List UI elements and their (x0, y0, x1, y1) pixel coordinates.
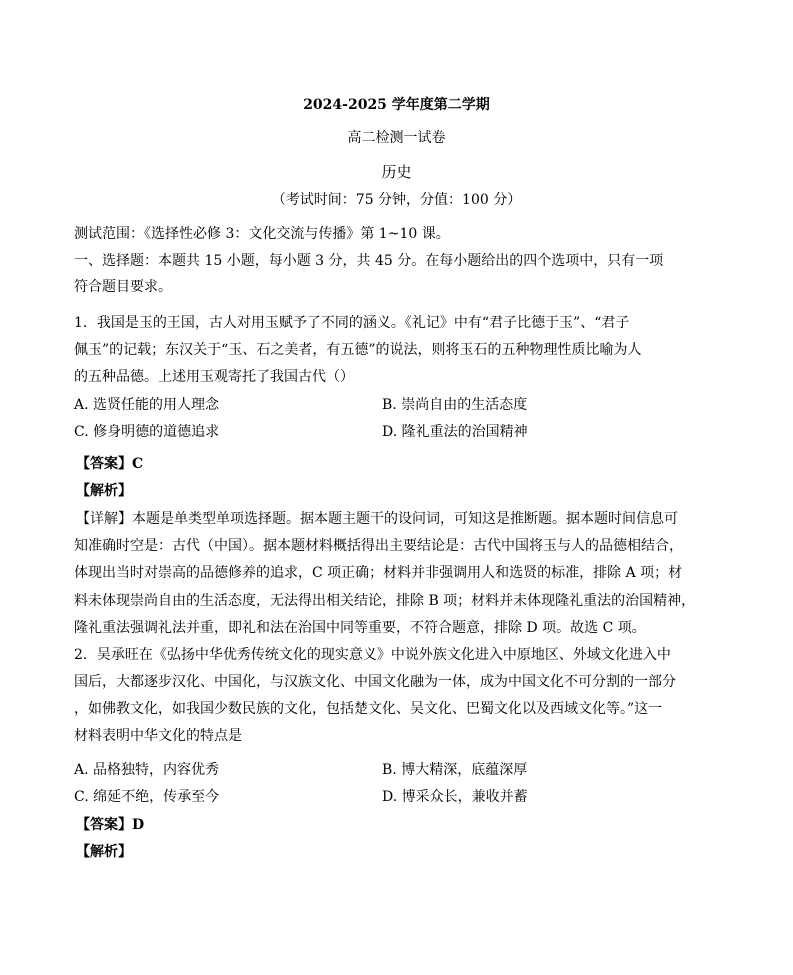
question-1-analysis-label: 【解析】 (76, 483, 132, 499)
section-instruction-line-2: 符合题目要求。 (74, 279, 172, 295)
question-2-option-a: A. 品格独特，内容优秀 (74, 762, 220, 778)
question-1-detail-line-1: 【详解】本题是单类型单项选择题。据本题主题干的设问词，可知这是推断题。据本题时间信息可 (76, 511, 678, 527)
question-1-detail-line-4: 料未体现崇尚自由的生活态度，无法得出相关结论，排除 B 项；材料并未体现隆礼重法的治国精神， (74, 593, 696, 609)
question-1-stem-line-2: 佩玉”的记载；东汉关于“玉、石之美者，有五德”的说法，则将玉石的五种物理性质比喻为人 (74, 342, 642, 358)
question-1-stem-line-3: 的五种品德。上述用玉观寄托了我国古代（） (74, 369, 354, 385)
question-2-answer (76, 815, 144, 835)
question-2-stem-line-4: 材料表明中华文化的特点是 (74, 728, 242, 744)
question-2-option-d: D. 博采众长，兼收并蓄 (382, 789, 528, 805)
question-1-detail-line-2: 知准确时空是：古代（中国）。据本题材料概括得出主要结论是：古代中国将玉与人的品德相结合， (74, 538, 683, 554)
question-2-stem-line-3: ，如佛教文化，如我国少数民族的文化，包括楚文化、吴文化、巴蜀文化以及西域文化等。”这一 (74, 701, 663, 717)
subject-title: 历史 (381, 163, 412, 181)
question-1-option-d: D. 隆礼重法的治国精神 (382, 424, 528, 440)
question-2-stem-line-1: 2．吴承旺在《弘扬中华优秀传统文化的现实意义》中说外族文化进入中原地区、外域文化进入中 (74, 647, 671, 663)
question-1-stem-line-1: 1．我国是玉的王国，古人对用玉赋予了不同的涵义。《礼记》中有“君子比德于玉”、“君子 (74, 315, 630, 331)
answer-label: 【答案】 (76, 817, 132, 833)
exam-info: （考试时间：75 分钟，分值：100 分） (271, 192, 522, 208)
question-1-answer (76, 454, 143, 474)
question-1-option-c: C. 修身明德的道德追求 (74, 424, 220, 440)
question-1-option-b: B. 崇尚自由的生活态度 (382, 397, 528, 413)
exam-name: 高二检测一试卷 (347, 130, 446, 146)
question-2-analysis-label: 【解析】 (76, 844, 132, 860)
section-instruction-line-1: 一、选择题：本题共 15 小题，每小题 3 分，共 45 分。在每小题给出的四个选项中，只有一项 (74, 253, 664, 269)
answer-value: C (132, 456, 144, 472)
test-scope: 测试范围：《选择性必修 3：文化交流与传播》第 1~10 课。 (74, 226, 450, 242)
question-1-detail-line-5: 隆礼重法强调礼法并重，即礼和法在治国中同等重要，不符合题意，排除 D 项。故选 C 项。 (74, 620, 646, 636)
year-term-title: 2024-2025 学年度第二学期 (303, 97, 490, 113)
question-2-option-c: C. 绵延不绝，传承至今 (74, 789, 220, 805)
question-2-stem-line-2: 国后，大都逐步汉化、中国化，与汉族文化、中国文化融为一体，成为中国文化不可分割的一部分 (74, 674, 676, 690)
answer-value: D (132, 817, 145, 833)
question-1-detail-line-3: 体现出当时对崇高的品德修养的追求，C 项正确；材料并非强调用人和选贤的标准，排除 A 项；材 (74, 565, 683, 581)
answer-label: 【答案】 (76, 456, 132, 472)
question-1-option-a: A. 选贤任能的用人理念 (74, 397, 220, 413)
question-2-option-b: B. 博大精深，底蕴深厚 (382, 762, 528, 778)
